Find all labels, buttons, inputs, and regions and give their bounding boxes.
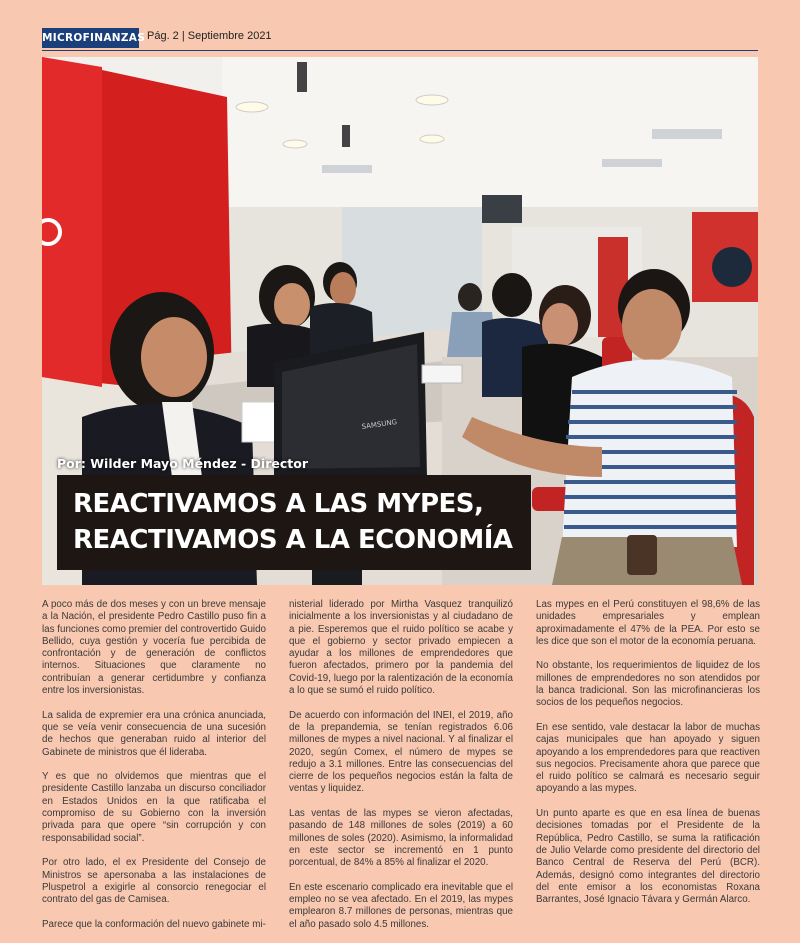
paragraph: Por otro lado, el ex Presidente del Consejo de Ministros se apersonaba a las instalaciones de Pluspetrol a exigirle al consorcio renegociar el contrato del gas de Camisea. — [42, 857, 266, 906]
issue-info: Pág. 2 | Septiembre 2021 — [147, 30, 272, 42]
paragraph: Parece que la conformación del nuevo gabinete mi- — [42, 918, 266, 930]
monitor-brand-label: SAMSUNG — [361, 418, 398, 431]
paragraph: A poco más de dos meses y con un breve mensaje a la Nación, el presidente Pedro Castillo puso fin a las funciones como premier del controvertido Guido Bellido, cuya gestión y vocería fue percibida de confrontación y de generación de conflictos internos. Situaciones que claramente no contribuían a generar certidumbre y confianza entre los inversionistas. — [42, 599, 266, 697]
paragraph: Y es que no olvidemos que mientras que el presidente Castillo lanzaba un discurso conciliador en Estados Unidos en la que ratificaba el compromiso de su Gobierno con la inversión privada para que opere “sin corrupción y con responsabilidad social”. — [42, 771, 266, 844]
paragraph: nisterial liderado por Mirtha Vasquez tranquilizó inicialmente a los inversionistas y al ciudadano de a pie. Esperemos que el ruido político se acabe y que el gobierno y sector privado empiecen a ayudar a los millones de emprendedores que fueron afectados, primero por la pandemia del Covid-19, luego por la ralentización de la economía a lo que se sumó el ruido político. — [289, 599, 513, 697]
paragraph: Un punto aparte es que en esa línea de buenas decisiones tomadas por el Presidente de la República, Pedro Castillo, se suma la ratificación de Julio Velarde como presidente del directorio del Banco Central de Reserva del Perú (BCR). Además, designó como integrantes del directorio del ente emisor a los economistas Roxana Barrantes, José Ignacio Távara y Germán Alarco. — [536, 808, 760, 906]
article-column-1 — [42, 599, 266, 943]
article-column-2 — [289, 599, 513, 943]
article-headline — [57, 475, 531, 570]
paragraph: Las mypes en el Perú constituyen el 98,6% de las unidades empresariales y emplean aproximadamente el 47% de la PEA. Por esto se les dice que son el motor de la economía peruana. — [536, 599, 760, 647]
article-column-3 — [536, 599, 760, 919]
page-header — [42, 28, 758, 51]
paragraph: En ese sentido, vale destacar la labor de muchas cajas municipales que han apoyado y siguen apoyando a los emprendedores para que reactiven sus negocios. Precisamente ahora que parece que el ruido político se calmará es necesario seguir apoyando a las mypes. — [536, 721, 760, 795]
paragraph: De acuerdo con información del INEI, el 2019, año de la prepandemia, se tenían registrados 6.06 millones de mypes a nivel nacional. Y al finalizar el 2020, según Comex, el número de mypes se redujo a 3.1 millones. Entre las consecuencias del cierre de los pequeños negocios están la falta de ventas y liquidez. — [289, 709, 513, 795]
magazine-brand: MICROFINANZAS — [42, 28, 139, 48]
paragraph: La salida de expremier era una crónica anunciada, que se veía venir consecuencia de una sucesión de hechos que generaban ruido al interior del Gabinete de ministros que él lideraba. — [42, 709, 266, 758]
paragraph: No obstante, los requerimientos de liquidez de los millones de emprendedores no son atendidos por la banca tradicional. Son las microfinancieras los socios de los pequeños negocios. — [536, 660, 760, 709]
paragraph: Las ventas de las mypes se vieron afectadas, pasando de 148 millones de soles (2019) a 60 millones de soles (2020). Asimismo, la informalidad en este sector se incrementó en 1 punto porcentual, de 84% a 85% al finalizar el 2020. — [289, 808, 513, 869]
article-byline: Por: Wilder Mayo Méndez - Director — [57, 456, 308, 471]
paragraph: En este escenario complicado era inevitable que el empleo no se vea afectado. En el 2019, las mypes emplearon 8.7 millones de personas, mientras que el año pasado solo 4.5 millones. — [289, 881, 513, 930]
headline-line-1: REACTIVAMOS A LAS MYPES, — [73, 489, 484, 519]
headline-line-2: REACTIVAMOS A LA ECONOMÍA — [73, 525, 513, 555]
